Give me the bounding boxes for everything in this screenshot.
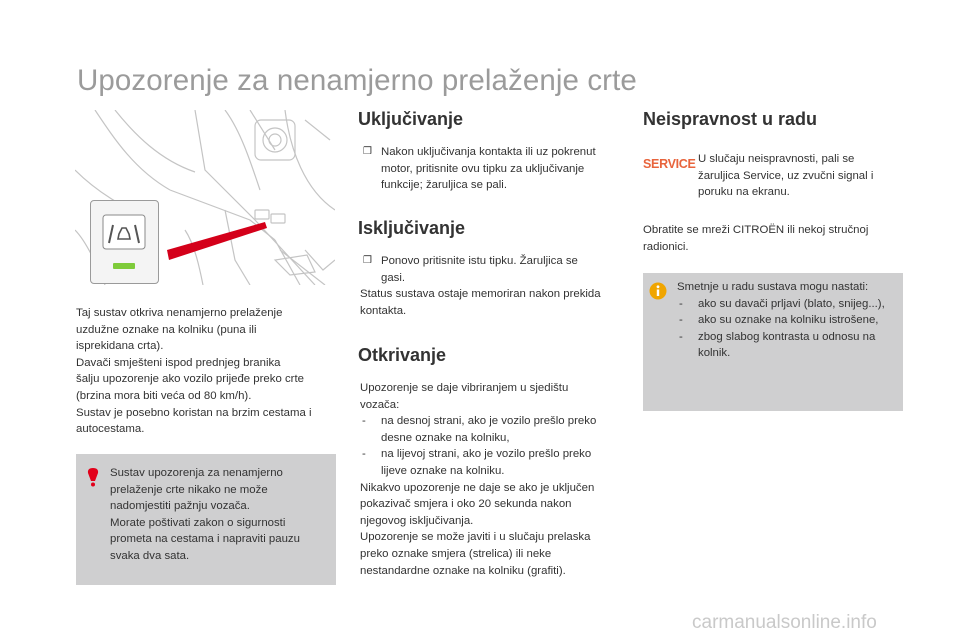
ukljucivanje-text xyxy=(360,144,630,194)
text-line: vozača: xyxy=(360,398,400,411)
text-line: pokazivač smjera i oko 20 sekunda nakon xyxy=(360,498,572,511)
bullet-item xyxy=(360,144,630,194)
text-line: Obratite se mreži CITROËN ili nekoj stručnoj xyxy=(643,224,869,236)
text-line: nestandardne oznake na kolniku (grafiti). xyxy=(360,564,566,577)
text-line: isprekidana crta). xyxy=(76,340,164,353)
text-line: na desnoj strani, ako je vozilo prešlo preko xyxy=(381,415,597,428)
warning-box xyxy=(76,454,336,585)
text-line: na lijevoj strani, ako je vozilo prešlo preko xyxy=(381,448,592,461)
square-bullet-icon: ❒ xyxy=(363,146,372,157)
service-warning-label: SERVICE xyxy=(643,157,696,171)
text-line: Upozorenje se daje vibriranjem u sjedištu xyxy=(360,382,569,394)
page-title: Upozorenje za nenamjerno prelaženje crte xyxy=(77,64,637,97)
otkrivanje-text xyxy=(360,380,632,579)
heading-iskljucivanje: Isključivanje xyxy=(358,218,466,238)
text-line: kontakta. xyxy=(360,304,407,317)
text-line: Sustav upozorenja za nenamjerno xyxy=(110,467,283,479)
square-bullet-icon: ❒ xyxy=(363,255,372,266)
indicator-led xyxy=(113,263,135,269)
text-line: Nakon uključivanja kontakta ili uz pokrenut xyxy=(381,146,596,158)
text-line: preko oznake smjera (strelica) ili neke xyxy=(360,547,552,560)
text-line: Ponovo pritisnite istu tipku. Žaruljica se xyxy=(381,255,578,267)
text-line: Morate poštivati zakon o sigurnosti xyxy=(110,516,286,529)
text-line: Taj sustav otkriva nenamjerno prelaženje xyxy=(76,307,283,319)
text-line: U slučaju neispravnosti, pali se xyxy=(698,153,855,165)
text-line: funkcije; žaruljica se pali. xyxy=(381,179,507,192)
heading-otkrivanje: Otkrivanje xyxy=(358,345,447,365)
text-line: Sustav je posebno koristan na brzim cestama i xyxy=(76,406,312,419)
warning-text xyxy=(110,465,332,565)
intro-paragraph xyxy=(76,305,338,438)
text-line: nadomjestiti pažnju vozača. xyxy=(110,500,250,513)
text-line: ako su oznake na kolniku istrošene, xyxy=(698,314,879,327)
text-line: Davači smješteni ispod prednjeg branika xyxy=(76,356,281,369)
dash-item: - ako su davači prljavi (blato, snijeg...), xyxy=(677,296,899,313)
info-box xyxy=(643,273,903,411)
text-line: uzdužne oznake na kolniku (puna ili xyxy=(76,323,257,336)
service-text xyxy=(698,151,908,201)
text-line: svaka dva sata. xyxy=(110,549,190,562)
contact-text xyxy=(643,222,905,255)
text-line: Upozorenje se može javiti i u slučaju prelaska xyxy=(360,531,591,544)
dash-item: - zbog slabog kontrasta u odnosu na kolnik. xyxy=(677,329,899,362)
lane-button-panel xyxy=(90,200,159,284)
text-line: poruku na ekranu. xyxy=(698,186,790,199)
text-line: gasi. xyxy=(381,271,406,284)
text-line: (brzina mora biti veća od 80 km/h). xyxy=(76,389,252,402)
text-line: Nikakvo upozorenje ne daje se ako je uključen xyxy=(360,481,595,494)
dash-item: - ako su oznake na kolniku istrošene, xyxy=(677,312,899,329)
text-line: zbog slabog kontrasta u odnosu na xyxy=(698,330,876,343)
text-line: motor, pritisnite ovu tipku za uključivanje xyxy=(381,162,585,175)
lane-departure-icon xyxy=(91,201,158,283)
text-line: Status sustava ostaje memoriran nakon prekida xyxy=(360,288,601,301)
heading-ukljucivanje: Uključivanje xyxy=(358,109,464,129)
info-icon xyxy=(649,282,667,300)
text-line: Smetnje u radu sustava mogu nastati: xyxy=(677,281,869,293)
info-text xyxy=(677,279,899,362)
text-line: žaruljica Service, uz zvučni signal i xyxy=(698,169,874,182)
text-line: desne oznake na kolniku, xyxy=(381,431,510,444)
pointer-arrow xyxy=(167,222,267,260)
dash-item: - na desnoj strani, ako je vozilo prešlo preko desne oznake na kolniku, xyxy=(360,413,632,446)
text-line: ako su davači prljavi (blato, snijeg...), xyxy=(698,297,885,310)
text-line: prometa na cestama i napraviti pauzu xyxy=(110,533,300,546)
text-line: lijeve oznake na kolniku. xyxy=(381,464,505,477)
dash-item: - na lijevoj strani, ako je vozilo prešlo preko lijeve oznake na kolniku. xyxy=(360,446,632,479)
text-line: radionici. xyxy=(643,240,689,253)
text-line: njegovog isključivanja. xyxy=(360,514,474,527)
text-line: autocestama. xyxy=(76,423,145,436)
text-line: kolnik. xyxy=(698,347,731,360)
exclamation-icon xyxy=(83,467,103,487)
watermark-text: carmanualsonline.info xyxy=(692,612,877,633)
text-line: prelaženje crte nikako ne može xyxy=(110,483,268,496)
bullet-item xyxy=(360,253,630,286)
iskljucivanje-text xyxy=(360,253,630,319)
heading-neispravnost: Neispravnost u radu xyxy=(643,109,818,129)
text-line: šalju upozorenje ako vozilo prijeđe preko crte xyxy=(76,373,304,386)
